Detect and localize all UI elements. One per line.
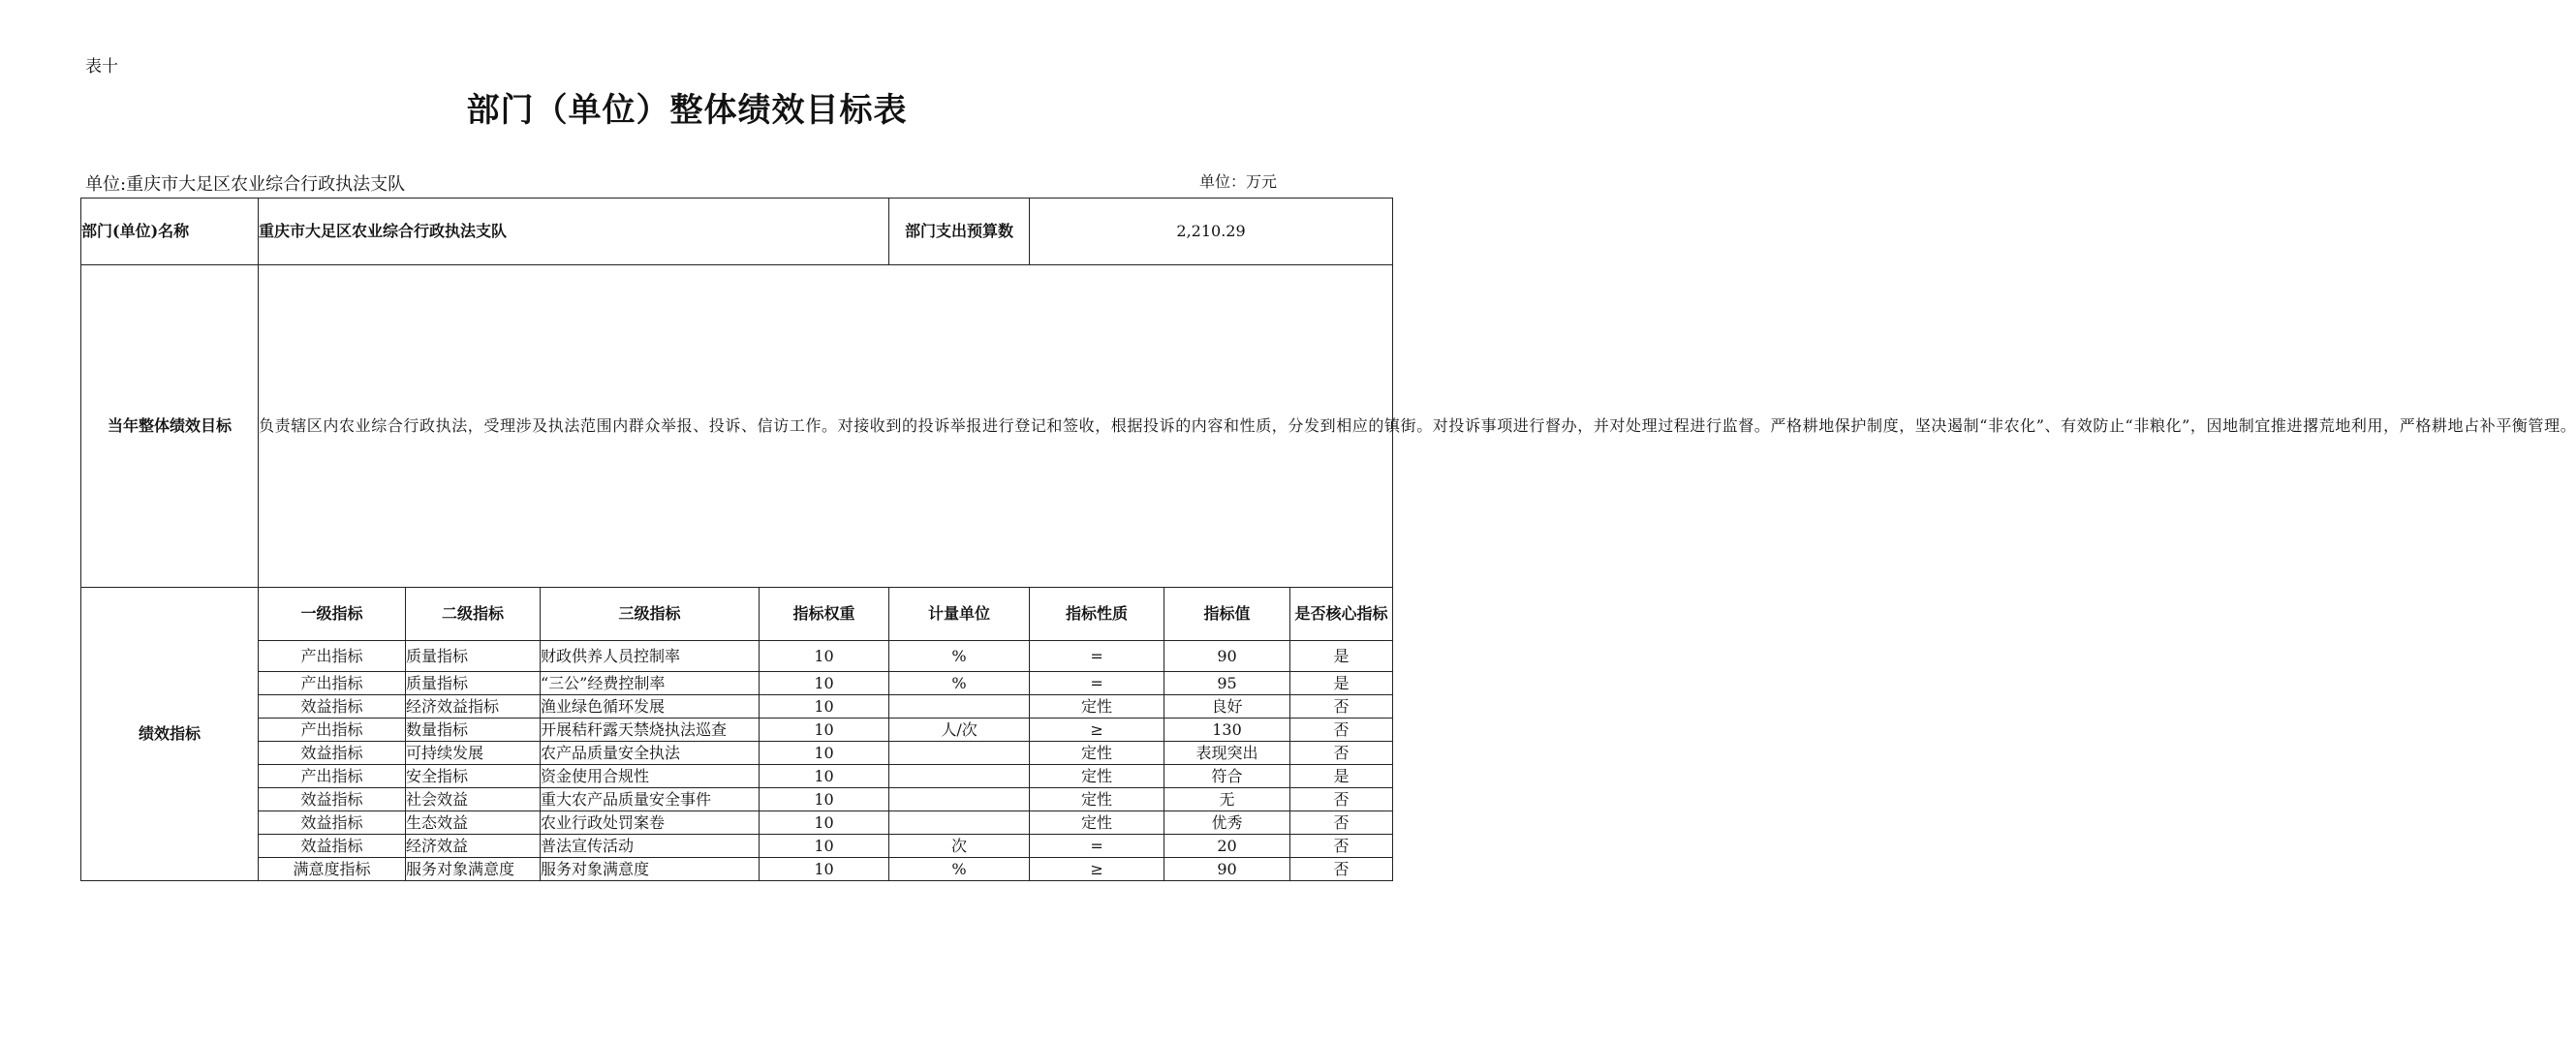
unit-cell: 人/次 — [889, 719, 1030, 742]
table-row — [81, 672, 1393, 695]
table-row — [81, 765, 1393, 788]
currency-unit-label: 单位：万元 — [1199, 172, 1278, 191]
level3-cell: 农业行政处罚案卷 — [541, 811, 760, 835]
weight-cell: 10 — [760, 695, 889, 719]
header-level3: 三级指标 — [541, 588, 760, 641]
table-row — [81, 811, 1393, 835]
nature-cell: 定性 — [1030, 742, 1164, 765]
indicators-section-label: 绩效指标 — [81, 588, 259, 881]
level1-cell: 产出指标 — [259, 719, 406, 742]
table-row — [81, 719, 1393, 742]
header-weight: 指标权重 — [760, 588, 889, 641]
nature-cell: = — [1030, 672, 1164, 695]
level1-cell: 产出指标 — [259, 765, 406, 788]
level3-cell: 服务对象满意度 — [541, 858, 760, 881]
value-cell: 90 — [1164, 858, 1290, 881]
level2-cell: 经济效益 — [406, 835, 541, 858]
header-nature: 指标性质 — [1030, 588, 1164, 641]
table-row — [81, 858, 1393, 881]
header-level2: 二级指标 — [406, 588, 541, 641]
level2-cell: 可持续发展 — [406, 742, 541, 765]
budget-label: 部门支出预算数 — [889, 199, 1030, 265]
nature-cell: ≥ — [1030, 858, 1164, 881]
table-number-label: 表十 — [85, 57, 118, 76]
value-cell: 90 — [1164, 641, 1290, 672]
weight-cell: 10 — [760, 788, 889, 811]
nature-cell: 定性 — [1030, 765, 1164, 788]
unit-cell — [889, 765, 1030, 788]
table-row — [81, 835, 1393, 858]
level2-cell: 社会效益 — [406, 788, 541, 811]
core-cell: 是 — [1290, 765, 1393, 788]
level3-cell: 开展秸秆露天禁烧执法巡查 — [541, 719, 760, 742]
table-row — [81, 742, 1393, 765]
annual-goal-text: 负责辖区内农业综合行政执法，受理涉及执法范围内群众举报、投诉、信访工作。对接收到的投诉举报进行登记和签收，根据投诉的内容和性质，分发到相应的镇街。对投诉事项进行督办，并对处理过程进行监督。严格耕地保护制度，坚决遏制“非农化”、有效防止“非粮化”，因地制宜推进撂荒地利用，严格耕地占补平衡管理。 — [259, 265, 1393, 588]
level1-cell: 满意度指标 — [259, 858, 406, 881]
level1-cell: 效益指标 — [259, 835, 406, 858]
annual-goal-label: 当年整体绩效目标 — [81, 265, 259, 588]
level3-cell: 重大农产品质量安全事件 — [541, 788, 760, 811]
organization-unit-label: 单位:重庆市大足区农业综合行政执法支队 — [85, 174, 406, 195]
level3-cell: 渔业绿色循环发展 — [541, 695, 760, 719]
unit-cell — [889, 695, 1030, 719]
page-title: 部门（单位）整体绩效目标表 — [466, 91, 908, 130]
core-cell: 否 — [1290, 858, 1393, 881]
value-cell: 符合 — [1164, 765, 1290, 788]
level3-cell: “三公”经费控制率 — [541, 672, 760, 695]
nature-cell: 定性 — [1030, 788, 1164, 811]
annual-goal-row — [81, 265, 1393, 588]
header-unit: 计量单位 — [889, 588, 1030, 641]
weight-cell: 10 — [760, 742, 889, 765]
value-cell: 优秀 — [1164, 811, 1290, 835]
value-cell: 130 — [1164, 719, 1290, 742]
core-cell: 是 — [1290, 641, 1393, 672]
value-cell: 表现突出 — [1164, 742, 1290, 765]
level2-cell: 经济效益指标 — [406, 695, 541, 719]
level2-cell: 质量指标 — [406, 641, 541, 672]
level3-cell: 资金使用合规性 — [541, 765, 760, 788]
table-row — [81, 695, 1393, 719]
table-row — [81, 788, 1393, 811]
weight-cell: 10 — [760, 641, 889, 672]
core-cell: 是 — [1290, 672, 1393, 695]
unit-cell: % — [889, 641, 1030, 672]
weight-cell: 10 — [760, 719, 889, 742]
value-cell: 良好 — [1164, 695, 1290, 719]
header-value: 指标值 — [1164, 588, 1290, 641]
core-cell: 否 — [1290, 788, 1393, 811]
level3-cell: 普法宣传活动 — [541, 835, 760, 858]
header-level1: 一级指标 — [259, 588, 406, 641]
unit-cell — [889, 811, 1030, 835]
unit-cell: % — [889, 672, 1030, 695]
header-core: 是否核心指标 — [1290, 588, 1393, 641]
level2-cell: 数量指标 — [406, 719, 541, 742]
value-cell: 无 — [1164, 788, 1290, 811]
value-cell: 95 — [1164, 672, 1290, 695]
department-name-value: 重庆市大足区农业综合行政执法支队 — [259, 199, 889, 265]
indicator-header-row — [81, 588, 1393, 641]
nature-cell: ≥ — [1030, 719, 1164, 742]
level2-cell: 服务对象满意度 — [406, 858, 541, 881]
level1-cell: 产出指标 — [259, 641, 406, 672]
level2-cell: 生态效益 — [406, 811, 541, 835]
weight-cell: 10 — [760, 672, 889, 695]
budget-value: 2,210.29 — [1030, 199, 1393, 265]
department-info-row — [81, 199, 1393, 265]
weight-cell: 10 — [760, 811, 889, 835]
performance-target-table — [80, 198, 2576, 881]
core-cell: 否 — [1290, 719, 1393, 742]
table-row — [81, 641, 1393, 672]
level3-cell: 财政供养人员控制率 — [541, 641, 760, 672]
nature-cell: 定性 — [1030, 695, 1164, 719]
unit-cell: % — [889, 858, 1030, 881]
nature-cell: = — [1030, 835, 1164, 858]
unit-cell: 次 — [889, 835, 1030, 858]
level3-cell: 农产品质量安全执法 — [541, 742, 760, 765]
nature-cell: 定性 — [1030, 811, 1164, 835]
level1-cell: 效益指标 — [259, 742, 406, 765]
unit-cell — [889, 788, 1030, 811]
weight-cell: 10 — [760, 835, 889, 858]
level1-cell: 产出指标 — [259, 672, 406, 695]
nature-cell: = — [1030, 641, 1164, 672]
core-cell: 否 — [1290, 811, 1393, 835]
level1-cell: 效益指标 — [259, 788, 406, 811]
core-cell: 否 — [1290, 835, 1393, 858]
level2-cell: 质量指标 — [406, 672, 541, 695]
level1-cell: 效益指标 — [259, 811, 406, 835]
core-cell: 否 — [1290, 742, 1393, 765]
core-cell: 否 — [1290, 695, 1393, 719]
value-cell: 20 — [1164, 835, 1290, 858]
level2-cell: 安全指标 — [406, 765, 541, 788]
weight-cell: 10 — [760, 765, 889, 788]
department-name-label: 部门(单位)名称 — [81, 199, 259, 265]
weight-cell: 10 — [760, 858, 889, 881]
unit-cell — [889, 742, 1030, 765]
level1-cell: 效益指标 — [259, 695, 406, 719]
